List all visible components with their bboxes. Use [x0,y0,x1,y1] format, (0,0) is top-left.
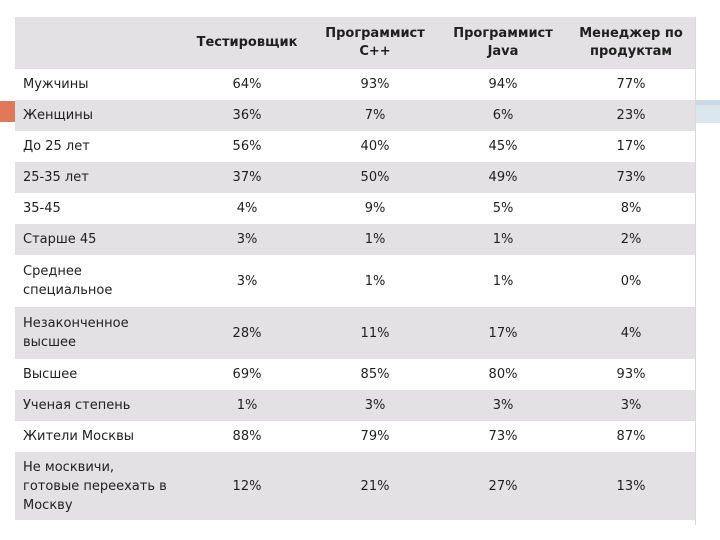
value-cell: 3% [183,224,311,255]
value-cell: 94% [488,77,518,92]
column-header-text: Java [487,44,519,59]
value-cell: 1% [492,273,514,289]
value-cell: 23% [567,100,695,131]
value-cell: 64% [232,77,262,92]
table-row [15,224,695,255]
table-row [15,69,695,100]
row-label-text: Женщины [23,108,93,123]
value-cell: 17% [439,307,567,359]
column-header-text: продуктам [590,44,672,59]
table-row [15,131,695,162]
table-row [15,452,695,520]
statistics-table [15,17,695,520]
value-cell: 40% [360,139,390,154]
table-row [15,100,695,131]
value-cell: 12% [183,452,311,520]
value-cell: 1% [364,273,386,289]
table-row [15,162,695,193]
row-label-text: Ученая степень [23,398,131,413]
row-label-text: Мужчины [23,77,89,92]
value-cell: 13% [567,452,695,520]
value-cell: 3% [236,273,258,289]
value-cell: 93% [616,367,646,382]
statistics-table-container [15,17,696,525]
header-row [15,17,695,69]
value-cell: 45% [488,139,518,154]
value-cell: 5% [492,201,514,216]
value-cell: 28% [183,307,311,359]
row-label [15,307,183,359]
column-header-text: C++ [359,44,391,59]
row-label [15,131,183,162]
value-cell: 0% [620,273,642,289]
row-label-text: 35-45 [23,201,61,216]
value-cell: 9% [364,201,386,216]
value-cell: 1% [439,224,567,255]
value-cell: 73% [567,162,695,193]
row-label-text: готовые переехать в [23,478,167,494]
row-label [15,390,183,421]
row-label-text: Жители Москвы [23,429,135,444]
value-cell: 37% [183,162,311,193]
value-cell: 79% [360,429,390,444]
column-header-text: Тестировщик [196,35,298,50]
value-cell: 93% [360,77,390,92]
column-header [439,17,567,69]
value-cell: 27% [439,452,567,520]
table-row [15,255,695,307]
row-label-text: Незаконченное [23,316,129,331]
table-row [15,390,695,421]
row-label [15,69,183,100]
value-cell: 3% [567,390,695,421]
column-header [183,17,311,69]
row-label [15,162,183,193]
value-cell: 4% [567,307,695,359]
value-cell: 7% [311,100,439,131]
value-cell: 4% [236,201,258,216]
value-cell: 1% [311,224,439,255]
value-cell: 49% [439,162,567,193]
value-cell: 36% [183,100,311,131]
row-label [15,359,183,390]
row-label [15,452,183,520]
value-cell: 17% [616,139,646,154]
value-cell: 50% [311,162,439,193]
column-header-text: Программист [325,26,425,41]
table-row [15,307,695,359]
column-header-text: Программист [453,26,553,41]
value-cell: 2% [567,224,695,255]
value-cell: 1% [183,390,311,421]
row-label [15,193,183,224]
blue-accent-bar-lower [695,105,720,123]
table-body [15,69,695,520]
value-cell: 3% [439,390,567,421]
row-label [15,224,183,255]
row-label-text: Старше 45 [23,232,97,247]
row-label-text: Среднее [23,264,82,279]
column-header-text: Менеджер по [579,26,683,41]
value-cell: 3% [311,390,439,421]
table-row [15,193,695,224]
value-cell: 21% [311,452,439,520]
column-header [567,17,695,69]
value-cell: 73% [488,429,518,444]
value-cell: 77% [616,77,646,92]
value-cell: 85% [360,367,390,382]
value-cell: 56% [232,139,262,154]
row-label-text: Высшее [23,367,78,382]
value-cell: 6% [439,100,567,131]
column-header [311,17,439,69]
row-label-text: высшее [23,335,76,350]
row-label-text: 25-35 лет [23,170,89,185]
row-label-text: Москву [23,497,73,513]
row-label [15,255,183,307]
value-cell: 80% [488,367,518,382]
row-label-text: До 25 лет [23,139,90,154]
row-label [15,100,183,131]
row-label [15,421,183,452]
row-label-text: специальное [23,283,113,298]
value-cell: 8% [620,201,642,216]
value-cell: 87% [616,429,646,444]
value-cell: 11% [311,307,439,359]
table-row [15,359,695,390]
value-cell: 69% [232,367,262,382]
row-label-text: Не москвичи, [23,459,115,475]
value-cell: 88% [232,429,262,444]
header-cell-empty [15,17,183,69]
table-row [15,421,695,452]
